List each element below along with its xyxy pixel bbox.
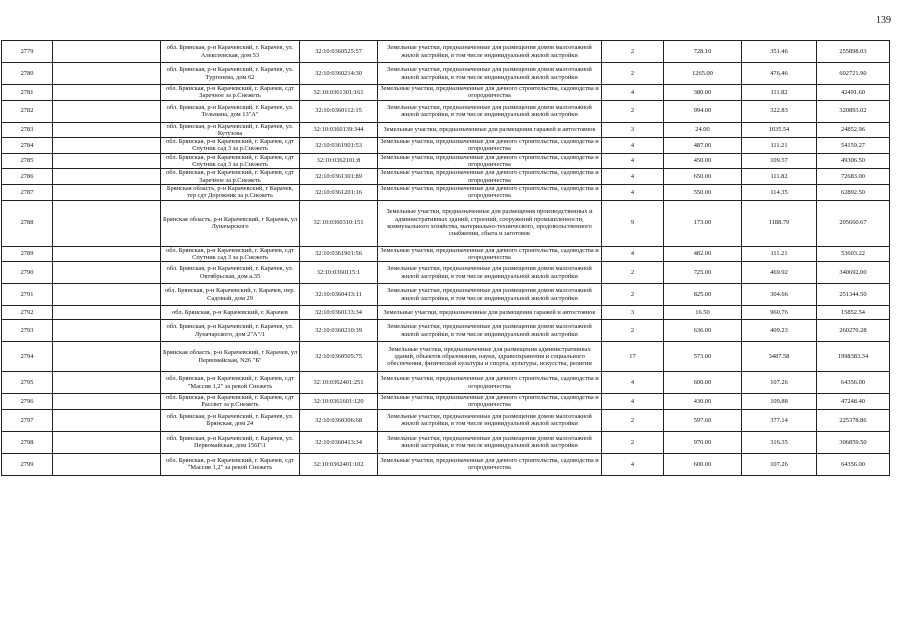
cadastral-value-cell: 1998383.34 xyxy=(817,342,890,372)
land-use-cell: Земельные участки, предназначенные для размещения административных зданий, объектов образования, науки, здравоохранения и социального обеспечения, физической культуры и спорта, культуры, искусства, религии xyxy=(378,342,602,372)
page-number: 139 xyxy=(876,15,891,26)
blank-cell xyxy=(53,320,161,342)
land-use-cell: Земельные участки, предназначенные для размещения домов малоэтажной жилой застройки, в том числе индивидуальной жилой застройки xyxy=(378,409,602,431)
row-number: 2793 xyxy=(2,320,53,342)
row-number: 2783 xyxy=(2,122,53,138)
address-cell: обл. Брянская, р-н Карачевский, г. Карачев, сдт Спутник сад 3 за р.Снежеть xyxy=(161,246,300,262)
cadastral-number-cell: 32:10:0360413:11 xyxy=(300,284,378,306)
cadastral-number-cell: 32:10:0360306:68 xyxy=(300,409,378,431)
row-number: 2784 xyxy=(2,138,53,154)
specific-value-cell: 476.46 xyxy=(742,63,817,85)
cadastral-value-cell: 64356.00 xyxy=(817,372,890,394)
table-row xyxy=(2,284,890,306)
row-number: 2787 xyxy=(2,184,53,200)
blank-cell xyxy=(53,100,161,122)
use-group-cell: 4 xyxy=(602,153,664,169)
blank-cell xyxy=(53,284,161,306)
row-number: 2779 xyxy=(2,41,53,63)
address-cell: обл. Брянская, р-н Карачевский, г. Карачев, ул. Брянская, дом 24 xyxy=(161,409,300,431)
area-cell: 728.10 xyxy=(664,41,742,63)
specific-value-cell: 111.82 xyxy=(742,169,817,185)
cadastral-number-cell: 32:10:0361901:56 xyxy=(300,246,378,262)
use-group-cell: 3 xyxy=(602,122,664,138)
use-group-cell: 4 xyxy=(602,85,664,101)
cadastral-value-cell: 255898.03 xyxy=(817,41,890,63)
area-cell: 573.00 xyxy=(664,342,742,372)
area-cell: 16.50 xyxy=(664,306,742,320)
blank-cell xyxy=(53,184,161,200)
table-row xyxy=(2,431,890,453)
area-cell: 487.00 xyxy=(664,138,742,154)
table-row xyxy=(2,169,890,185)
row-number: 2792 xyxy=(2,306,53,320)
cadastral-value-cell: 260270.28 xyxy=(817,320,890,342)
area-cell: 550.00 xyxy=(664,184,742,200)
table-row xyxy=(2,138,890,154)
use-group-cell: 2 xyxy=(602,409,664,431)
use-group-cell: 2 xyxy=(602,431,664,453)
specific-value-cell: 1035.54 xyxy=(742,122,817,138)
land-use-cell: Земельные участки, предназначенные для размещения домов малоэтажной жилой застройки, в том числе индивидуальной жилой застройки xyxy=(378,41,602,63)
specific-value-cell: 316.35 xyxy=(742,431,817,453)
cadastral-number-cell: 32:10:0361301:161 xyxy=(300,85,378,101)
land-use-cell: Земельные участки, предназначенные для размещения гаражей и автостоянок xyxy=(378,306,602,320)
use-group-cell: 9 xyxy=(602,200,664,246)
specific-value-cell: 469.92 xyxy=(742,262,817,284)
area-cell: 380.00 xyxy=(664,85,742,101)
address-cell: обл. Брянская, р-н Карачевский, г. Карачев, пер. Садовый, дом 29 xyxy=(161,284,300,306)
land-use-cell: Земельные участки, предназначенные для дачного строительства, садоводства и огородничества xyxy=(378,85,602,101)
specific-value-cell: 111.21 xyxy=(742,138,817,154)
specific-value-cell: 304.66 xyxy=(742,284,817,306)
table-row xyxy=(2,85,890,101)
use-group-cell: 4 xyxy=(602,169,664,185)
blank-cell xyxy=(53,306,161,320)
cadastral-value-cell: 49306.50 xyxy=(817,153,890,169)
land-use-cell: Земельные участки, предназначенные для дачного строительства, садоводства и огородничества xyxy=(378,169,602,185)
cadastral-number-cell: 32:10:0360525:57 xyxy=(300,41,378,63)
area-cell: 825.00 xyxy=(664,284,742,306)
cadastral-value-cell: 53603.22 xyxy=(817,246,890,262)
table-row xyxy=(2,100,890,122)
cadastral-value-cell: 64356.00 xyxy=(817,453,890,475)
specific-value-cell: 377.14 xyxy=(742,409,817,431)
cadastral-number-cell: 32:10:0361301:89 xyxy=(300,169,378,185)
row-number: 2791 xyxy=(2,284,53,306)
address-cell: обл. Брянская, р-н Карачевский, г. Карачев, ул. Тельмана, дом 13"А" xyxy=(161,100,300,122)
table-row xyxy=(2,246,890,262)
land-use-cell: Земельные участки, предназначенные для размещения домов малоэтажной жилой застройки, в том числе индивидуальной жилой застройки xyxy=(378,262,602,284)
land-use-cell: Земельные участки, предназначенные для размещения домов малоэтажной жилой застройки, в том числе индивидуальной жилой застройки xyxy=(378,320,602,342)
area-cell: 450.00 xyxy=(664,153,742,169)
row-number: 2794 xyxy=(2,342,53,372)
land-use-cell: Земельные участки, предназначенные для размещения производственных и административных зданий, строений, сооружений промышленности, коммунального хозяйства, материально-технического, продовольственного снабжения, сбыта и заготовок xyxy=(378,200,602,246)
cadastral-value-cell: 225378.86 xyxy=(817,409,890,431)
use-group-cell: 4 xyxy=(602,184,664,200)
row-number: 2797 xyxy=(2,409,53,431)
use-group-cell: 4 xyxy=(602,246,664,262)
area-cell: 725.00 xyxy=(664,262,742,284)
use-group-cell: 2 xyxy=(602,63,664,85)
cadastral-value-cell: 62892.50 xyxy=(817,184,890,200)
specific-value-cell: 107.26 xyxy=(742,453,817,475)
cadastral-number-cell: 32:10:0360139:344 xyxy=(300,122,378,138)
area-cell: 1265.00 xyxy=(664,63,742,85)
land-use-cell: Земельные участки, предназначенные для дачного строительства, садоводства и огородничества xyxy=(378,138,602,154)
use-group-cell: 17 xyxy=(602,342,664,372)
row-number: 2790 xyxy=(2,262,53,284)
blank-cell xyxy=(53,409,161,431)
table-row xyxy=(2,262,890,284)
address-cell: обл. Брянская, р-н Карачевский, г. Карачев, ул. Первомайская, дом 156Г\1 xyxy=(161,431,300,453)
cadastral-number-cell: 32:10:0362401:102 xyxy=(300,453,378,475)
cadastral-number-cell: 32:10:0362401:251 xyxy=(300,372,378,394)
address-cell: обл. Брянская, р-н Карачевский, г. Карачев, сдт Рассвет за р.Снежеть xyxy=(161,394,300,410)
cadastral-value-cell: 24852.96 xyxy=(817,122,890,138)
cadastral-value-cell: 320893.02 xyxy=(817,100,890,122)
blank-cell xyxy=(53,453,161,475)
row-number: 2788 xyxy=(2,200,53,246)
area-cell: 600.00 xyxy=(664,372,742,394)
table-row xyxy=(2,372,890,394)
address-cell: обл. Брянская, р-н Карачевский, г. Карачев, сдт Заречное за р.Снежеть xyxy=(161,169,300,185)
specific-value-cell: 351.46 xyxy=(742,41,817,63)
specific-value-cell: 3487.58 xyxy=(742,342,817,372)
row-number: 2781 xyxy=(2,85,53,101)
area-cell: 24.00 xyxy=(664,122,742,138)
address-cell: обл. Брянская, р-н Карачевский, г. Карачев, сдт Спутник сад 3 за р.Снежеть xyxy=(161,153,300,169)
land-use-cell: Земельные участки, предназначенные для дачного строительства, садоводства и огородничества xyxy=(378,372,602,394)
use-group-cell: 2 xyxy=(602,262,664,284)
address-cell: Брянская область, р-н Карачевский, г Карачев, ул Первомайская, N26 "Б" xyxy=(161,342,300,372)
address-cell: обл. Брянская, р-н Карачевский, г. Карачев, сдт Заречное за р.Снежеть xyxy=(161,85,300,101)
land-use-cell: Земельные участки, предназначенные для размещения домов малоэтажной жилой застройки, в том числе индивидуальной жилой застройки xyxy=(378,63,602,85)
blank-cell xyxy=(53,200,161,246)
blank-cell xyxy=(53,394,161,410)
cadastral-value-cell: 340692.00 xyxy=(817,262,890,284)
specific-value-cell: 114.35 xyxy=(742,184,817,200)
cadastral-number-cell: 32:10:0361901:53 xyxy=(300,138,378,154)
specific-value-cell: 109.88 xyxy=(742,394,817,410)
table-row xyxy=(2,409,890,431)
cadastral-value-cell: 205660.67 xyxy=(817,200,890,246)
row-number: 2796 xyxy=(2,394,53,410)
cadastral-number-cell: 32:10:0360214:30 xyxy=(300,63,378,85)
area-cell: 994.00 xyxy=(664,100,742,122)
area-cell: 650.00 xyxy=(664,169,742,185)
address-cell: Брянская область, р-н Карачевский, г Карачев, ул Луначарского xyxy=(161,200,300,246)
cadastral-number-cell: 32:10:0361601:120 xyxy=(300,394,378,410)
specific-value-cell: 111.21 xyxy=(742,246,817,262)
land-use-cell: Земельные участки, предназначенные для дачного строительства, садоводства и огородничества xyxy=(378,153,602,169)
use-group-cell: 4 xyxy=(602,394,664,410)
address-cell: обл. Брянская, р-н Карачевский, г. Карачев, ул. Тургенева, дом 62 xyxy=(161,63,300,85)
address-cell: обл. Брянская, р-н Карачевский, г. Карачев, ул. Алексеевская, дом 53 xyxy=(161,41,300,63)
area-cell: 173.00 xyxy=(664,200,742,246)
cadastral-value-cell: 251344.50 xyxy=(817,284,890,306)
blank-cell xyxy=(53,246,161,262)
area-cell: 597.60 xyxy=(664,409,742,431)
land-registry-table xyxy=(1,40,890,476)
cadastral-number-cell: 32:10:0361201:16 xyxy=(300,184,378,200)
blank-cell xyxy=(53,63,161,85)
blank-cell xyxy=(53,153,161,169)
cadastral-value-cell: 72683.00 xyxy=(817,169,890,185)
land-use-cell: Земельные участки, предназначенные для дачного строительства, садоводства и огородничества xyxy=(378,246,602,262)
table-body xyxy=(2,41,890,476)
cadastral-value-cell: 54159.27 xyxy=(817,138,890,154)
use-group-cell: 2 xyxy=(602,41,664,63)
specific-value-cell: 111.82 xyxy=(742,85,817,101)
area-cell: 430.00 xyxy=(664,394,742,410)
use-group-cell: 4 xyxy=(602,453,664,475)
cadastral-number-cell: 32:10:0360112:15 xyxy=(300,100,378,122)
table-row xyxy=(2,342,890,372)
blank-cell xyxy=(53,122,161,138)
table-row xyxy=(2,200,890,246)
row-number: 2780 xyxy=(2,63,53,85)
table-row xyxy=(2,184,890,200)
specific-value-cell: 109.57 xyxy=(742,153,817,169)
cadastral-number-cell: 32:10:0360310:151 xyxy=(300,200,378,246)
land-use-cell: Земельные участки, предназначенные для дачного строительства, садоводства и огородничества xyxy=(378,184,602,200)
specific-value-cell: 409.23 xyxy=(742,320,817,342)
area-cell: 482.00 xyxy=(664,246,742,262)
blank-cell xyxy=(53,41,161,63)
address-cell: обл. Брянская, р-н Карачевский, г. Карачев, сдт "Массив 1,2" за рекой Снежеть xyxy=(161,453,300,475)
address-cell: обл. Брянская, р-н Карачевский, г. Карачев xyxy=(161,306,300,320)
row-number: 2789 xyxy=(2,246,53,262)
cadastral-number-cell: 32:10:0360413:34 xyxy=(300,431,378,453)
use-group-cell: 2 xyxy=(602,284,664,306)
cadastral-number-cell: 32:10:0362101:8 xyxy=(300,153,378,169)
specific-value-cell: 107.26 xyxy=(742,372,817,394)
row-number: 2782 xyxy=(2,100,53,122)
blank-cell xyxy=(53,138,161,154)
table-row xyxy=(2,453,890,475)
blank-cell xyxy=(53,342,161,372)
table-row xyxy=(2,122,890,138)
cadastral-value-cell: 306859.50 xyxy=(817,431,890,453)
address-cell: обл. Брянская, р-н Карачевский, г. Карачев, сдт Спутник сад 3 за р.Снежеть xyxy=(161,138,300,154)
blank-cell xyxy=(53,372,161,394)
cadastral-value-cell: 47248.40 xyxy=(817,394,890,410)
area-cell: 600.00 xyxy=(664,453,742,475)
specific-value-cell: 960.76 xyxy=(742,306,817,320)
land-use-cell: Земельные участки, предназначенные для дачного строительства, садоводства и огородничества xyxy=(378,394,602,410)
address-cell: обл. Брянская, р-н Карачевский, г. Карачев, ул. Октябрьская, дом а.35 xyxy=(161,262,300,284)
area-cell: 636.00 xyxy=(664,320,742,342)
specific-value-cell: 1188.79 xyxy=(742,200,817,246)
row-number: 2795 xyxy=(2,372,53,394)
table-row xyxy=(2,320,890,342)
cadastral-number-cell: 32:10:0360210:39 xyxy=(300,320,378,342)
land-use-cell: Земельные участки, предназначенные для дачного строительства, садоводства и огородничества xyxy=(378,453,602,475)
table-row xyxy=(2,153,890,169)
use-group-cell: 4 xyxy=(602,138,664,154)
cadastral-value-cell: 15852.54 xyxy=(817,306,890,320)
table-row xyxy=(2,306,890,320)
row-number: 2798 xyxy=(2,431,53,453)
blank-cell xyxy=(53,262,161,284)
use-group-cell: 4 xyxy=(602,372,664,394)
table-row xyxy=(2,63,890,85)
land-use-cell: Земельные участки, предназначенные для размещения домов малоэтажной жилой застройки, в том числе индивидуальной жилой застройки xyxy=(378,100,602,122)
use-group-cell: 2 xyxy=(602,100,664,122)
address-cell: обл. Брянская, р-н Карачевский, г. Карачев, сдт "Массив 1,2" за рекой Снежеть xyxy=(161,372,300,394)
blank-cell xyxy=(53,85,161,101)
blank-cell xyxy=(53,169,161,185)
row-number: 2799 xyxy=(2,453,53,475)
row-number: 2786 xyxy=(2,169,53,185)
cadastral-number-cell: 32:10:0360133:34 xyxy=(300,306,378,320)
cadastral-number-cell: 32:10:0360115:1 xyxy=(300,262,378,284)
address-cell: Брянская область, р-н Карачевский, г Карачев, тер сдт Дорожник за р.Снежеть xyxy=(161,184,300,200)
land-use-cell: Земельные участки, предназначенные для размещения гаражей и автостоянок xyxy=(378,122,602,138)
table-row xyxy=(2,394,890,410)
blank-cell xyxy=(53,431,161,453)
table-row xyxy=(2,41,890,63)
row-number: 2785 xyxy=(2,153,53,169)
cadastral-value-cell: 602721.90 xyxy=(817,63,890,85)
specific-value-cell: 322.83 xyxy=(742,100,817,122)
cadastral-value-cell: 42491.60 xyxy=(817,85,890,101)
area-cell: 970.00 xyxy=(664,431,742,453)
address-cell: обл. Брянская, р-н Карачевский, г. Карачев, ул. Луначарского, дом 2"А"/1 xyxy=(161,320,300,342)
use-group-cell: 3 xyxy=(602,306,664,320)
land-use-cell: Земельные участки, предназначенные для размещения домов малоэтажной жилой застройки, в том числе индивидуальной жилой застройки xyxy=(378,284,602,306)
cadastral-number-cell: 32:10:0360505:75 xyxy=(300,342,378,372)
land-use-cell: Земельные участки, предназначенные для размещения домов малоэтажной жилой застройки, в том числе индивидуальной жилой застройки xyxy=(378,431,602,453)
use-group-cell: 2 xyxy=(602,320,664,342)
address-cell: обл. Брянская, р-н Карачевский, г. Карачев, ул. Кутузова xyxy=(161,122,300,138)
